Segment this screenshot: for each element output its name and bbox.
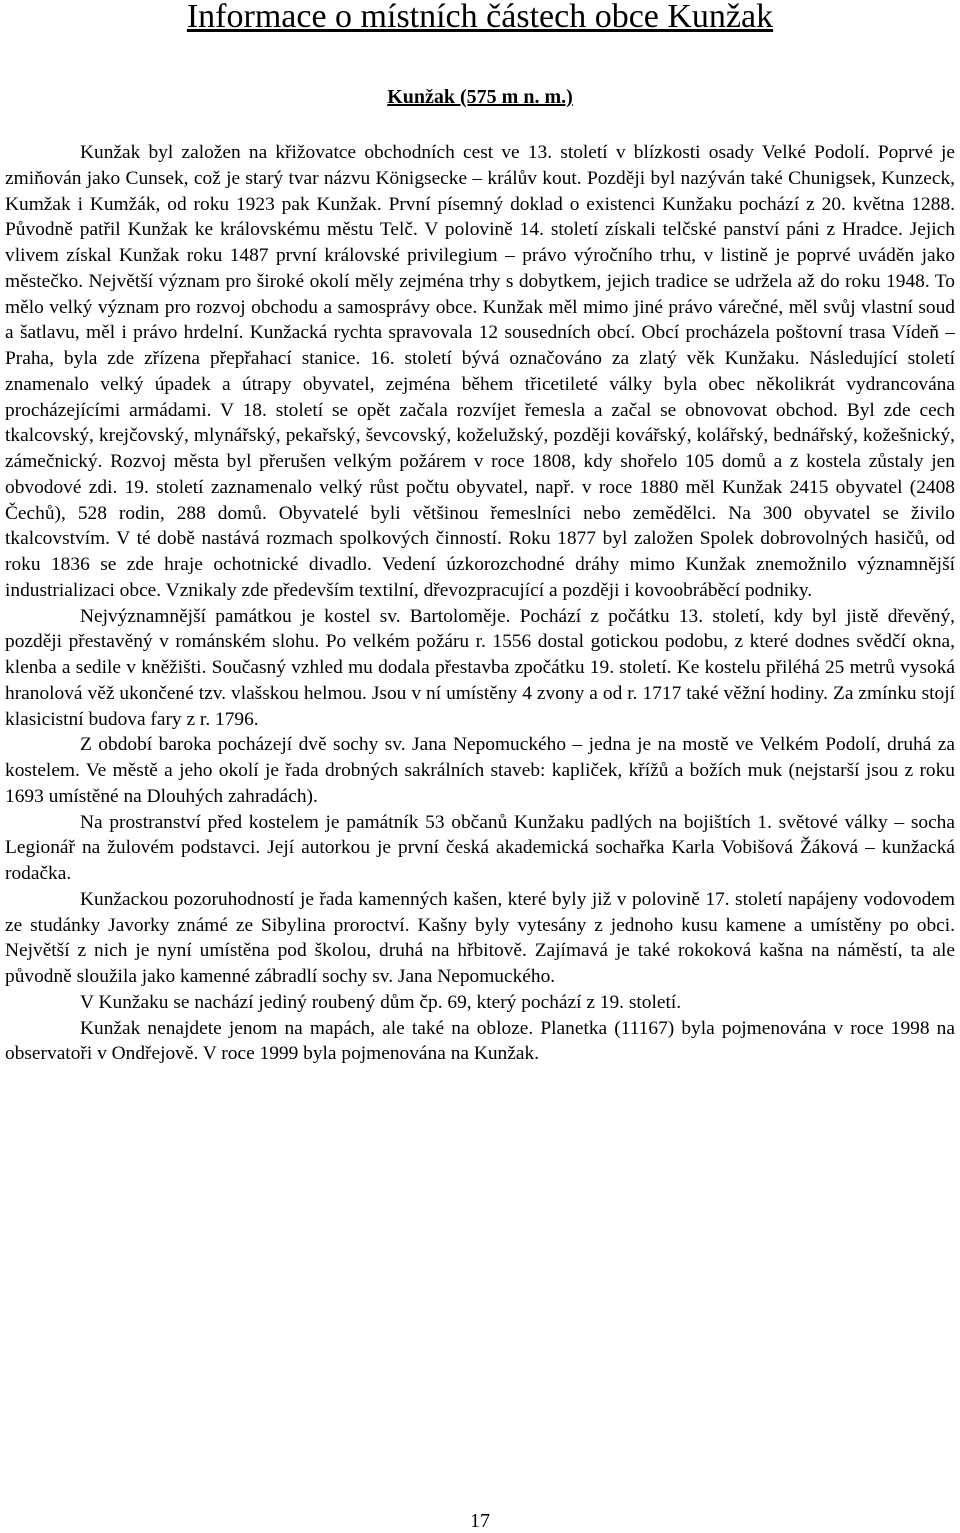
page-title: Informace o místních částech obce Kunžak: [186, 0, 774, 35]
body-text: [5, 140, 955, 1067]
section-heading: Kunžak (575 m n. m.): [387, 86, 573, 108]
paragraph-war-memorial: Na prostranství před kostelem je památník 53 občanů Kunžaku padlých na bojištích 1. světové války – socha Legionář na žulovém podstavci. Její autorkou je první česká akademická sochařka Karla Vobišová Žáková – kunžacká rodačka.: [5, 811, 955, 884]
paragraph-asteroid: Kunžak nenajdete jenom na mapách, ale také na obloze. Planetka (11167) byla pojmenována v roce 1998 na observatoři v Ondřejově. V roce 1999 byla pojmenována na Kunžak.: [5, 1017, 955, 1065]
paragraph-timbered-house: V Kunžaku se nachází jediný roubený dům čp. 69, který pochází z 19. století.: [80, 991, 682, 1013]
paragraph-baroque-statues: Z období baroka pocházejí dvě sochy sv. Jana Nepomuckého – jedna je na mostě ve Velkém Podolí, druhá za kostelem. Ve městě a jeho okolí je řada drobných sakrálních staveb: kapliček, křížů a božích muk (nejstarší jsou z roku 1693 umístěné na Dlouhých zahradách).: [5, 734, 955, 807]
page-number: 17: [470, 1510, 490, 1532]
paragraph-history: Kunžak byl založen na křižovatce obchodních cest ve 13. století v blízkosti osady Velké Podolí. Poprvé je zmiňován jako Cunsek, což je starý tvar názvu Königsecke – králův kout. Později byl nazýván také Chunigsek, Kunzeck, Kumžak i Kumžák, od roku 1923 pak Kunžak. První písemný doklad o existenci Kunžaku pochází z 20. května 1288. Původně patřil Kunžak ke královskému městu Telč. V polovině 14. století získali telčské panství páni z Hradce. Jejich vlivem získal Kunžak roku 1487 první královské privilegium – právo výročního trhu, v listině je poprvé uváděn jako městečko. Největší význam pro široké okolí měly zejména trhy s dobytkem, jejich tradice se udržela až do roku 1948. To mělo velký význam pro rozvoj obchodu a samosprávy obce. Kunžak měl mimo jiné právo várečné, měl svůj vlastní soud a šatlavu, měl i právo hrdelní. Kunžacká rychta spravovala 12 sousedních obcí. Obcí procházela poštovní trasa Vídeň – Praha, byla zde zřízena přepřahací stanice. 16. století bývá označováno za zlatý věk Kunžaku. Následující století znamenalo velký úpadek a útrapy obyvatel, zejména během třicetileté války byla obec několikrát vydrancována procházejícími armádami. V 18. století se opět začala rozvíjet řemesla a začal se obnovovat obchod. Byl zde cech tkalcovský, krejčovský, mlynářský, pekařský, ševcovský, koželužský, později kovářský, kolářský, bednářský, kožešnický, zámečnický. Rozvoj města byl přerušen velkým požárem v roce 1808, kdy shořelo 105 domů a z kostela zůstaly jen obvodové zdi. 19. století zaznamenalo velký růst počtu obyvatel, např. v roce 1880 měl Kunžak 2415 obyvatel (2408 Čechů), 528 rodin, 288 domů. Obyvatelé byli většinou řemeslníci nebo zemědělci. Na 300 obyvatel se živilo tkalcovstvím. V té době nastává rozmach spolkových činností. Roku 1877 byl založen Spolek dobrovolných hasičů, od roku 1836 se zde hraje ochotnické divadlo. Vedení úzkorozchodné dráhy mimo Kunžak znemožnilo významnější industrializaci obce. Vznikaly zde především textilní, dřevozpracující a později i kovoobráběcí podniky.: [5, 142, 955, 601]
paragraph-church: Nejvýznamnější památkou je kostel sv. Bartoloměje. Pochází z počátku 13. století, kdy byl jistě dřevěný, později přestavěný v románském slohu. Po velkém požáru r. 1556 dostal gotickou podobu, z které dodnes svědčí okna, klenba a sedile v kněžišti. Současný vzhled mu dodala přestavba zpočátku 19. století. Ke kostelu přiléhá 25 metrů vysoká hranolová věž ukončené tzv. vlašskou helmou. Jsou v ní umístěny 4 zvony a od r. 1717 také věžní hodiny. Za zmínku stojí klasicistní budova fary z r. 1796.: [5, 605, 955, 730]
paragraph-fountains: Kunžackou pozoruhodností je řada kamenných kašen, které byly již v polovině 17. století napájeny vodovodem ze studánky Javorky známé ze Sibylina proroctví. Kašny byly vytesány z jednoho kusu kamene a umístěny po obci. Největší z nich je nyní umístěna pod školou, druhá na hřbitově. Zajímavá je také rokoková kašna na náměstí, ta ale původně sloužila jako kamenné zábradlí sochy sv. Jana Nepomuckého.: [5, 888, 955, 987]
